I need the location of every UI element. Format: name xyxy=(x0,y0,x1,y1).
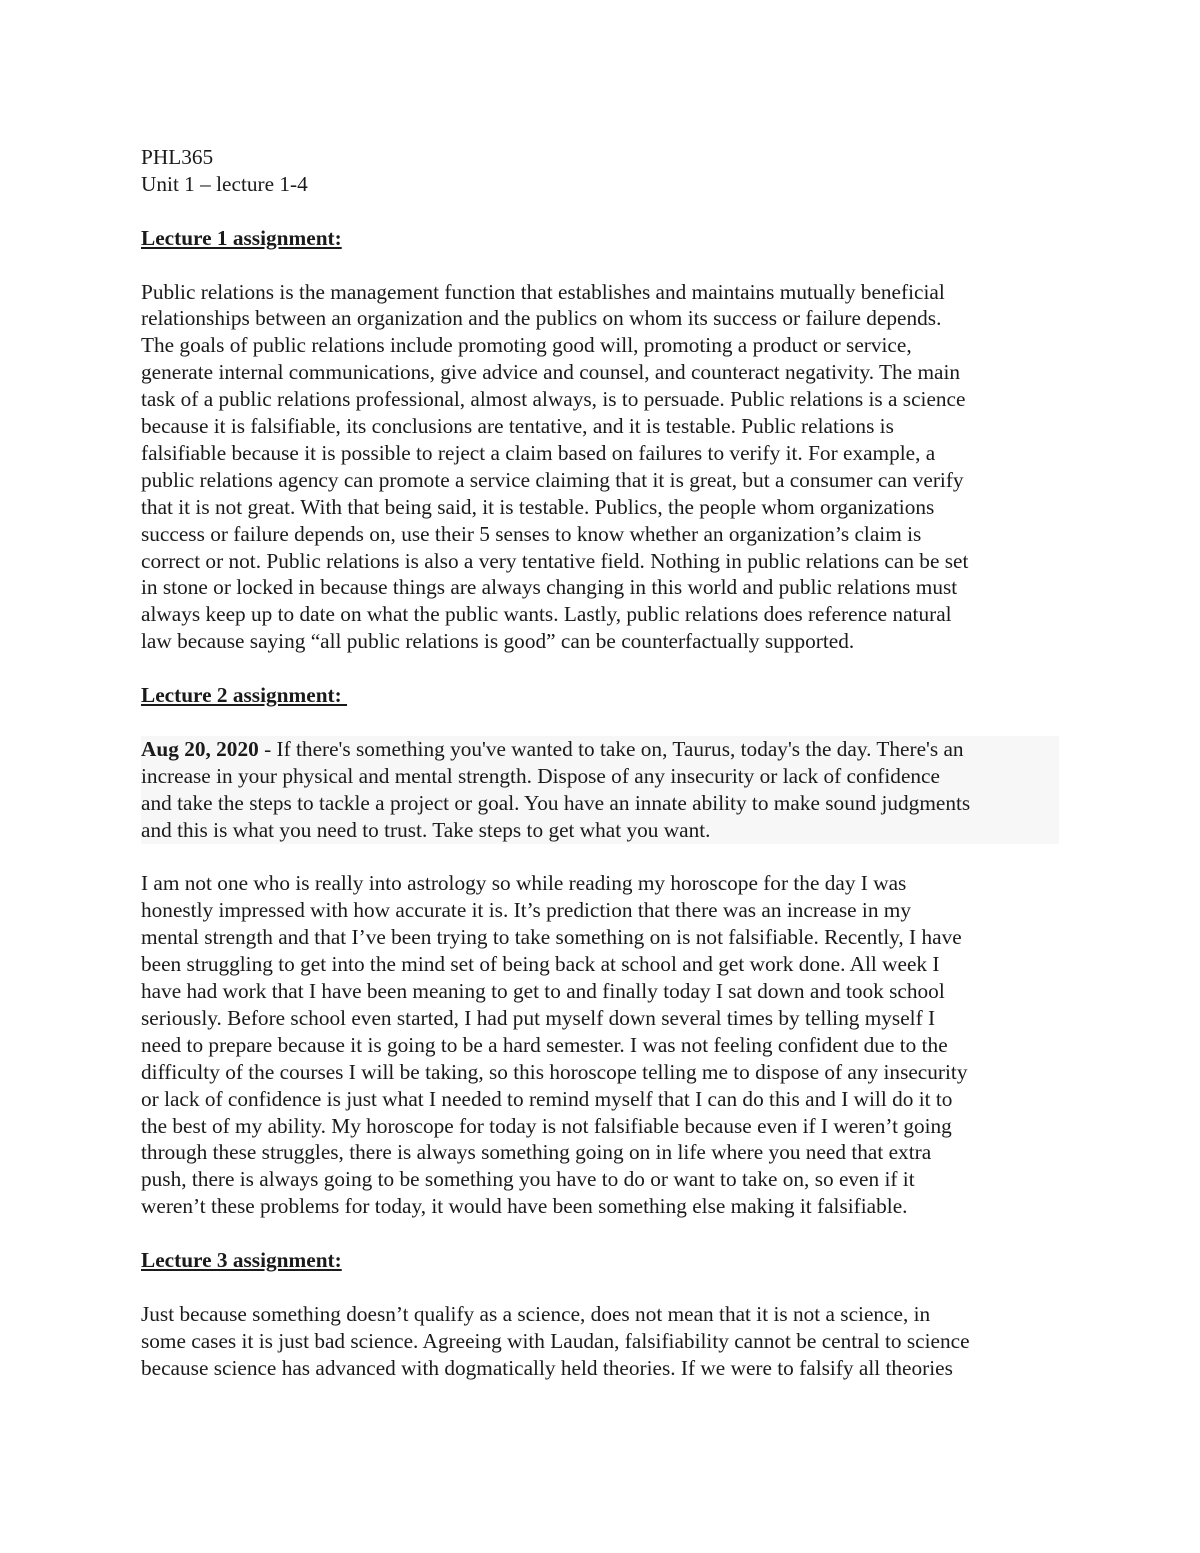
spacer xyxy=(141,252,1061,279)
horoscope-line: and take the steps to tackle a project or goal. You have an innate ability to make sound judgments xyxy=(141,790,971,815)
horoscope-text: - If there's something you've wanted to take on, Taurus, today's the day. There's an xyxy=(258,736,964,761)
paragraph-line: falsifiable because it is possible to reject a claim based on failures to verify it. For example, a xyxy=(141,440,936,465)
lecture-2-paragraph xyxy=(141,870,1061,1220)
lecture-3-heading: Lecture 3 assignment: xyxy=(141,1248,342,1273)
paragraph-line: weren’t these problems for today, it would have been something else making it falsifiable. xyxy=(141,1194,908,1219)
lecture-1-heading: Lecture 1 assignment: xyxy=(141,225,342,250)
paragraph-line: correct or not. Public relations is also a very tentative field. Nothing in public relations can be set xyxy=(141,548,969,573)
paragraph-line: been struggling to get into the mind set of being back at school and get work done. All week I xyxy=(141,952,940,977)
paragraph-line: through these struggles, there is always something going on in life where you need that extra xyxy=(141,1140,932,1165)
spacer xyxy=(141,655,1061,682)
paragraph-line: honestly impressed with how accurate it is. It’s prediction that there was an increase in my xyxy=(141,898,912,923)
paragraph-line: I am not one who is really into astrology so while reading my horoscope for the day I was xyxy=(141,871,907,896)
document-body xyxy=(141,144,1061,1382)
paragraph-line: Public relations is the management function that establishes and maintains mutually beneficial xyxy=(141,279,945,304)
paragraph-line: because it is falsifiable, its conclusions are tentative, and it is testable. Public relations is xyxy=(141,414,894,439)
unit-title: Unit 1 – lecture 1-4 xyxy=(141,171,308,196)
paragraph-line: public relations agency can promote a service claiming that it is great, but a consumer can verify xyxy=(141,467,964,492)
spacer xyxy=(141,844,1061,871)
spacer xyxy=(141,709,1061,736)
paragraph-line: the best of my ability. My horoscope for today is not falsifiable because even if I weren’t going xyxy=(141,1113,952,1138)
paragraph-line: relationships between an organization and the publics on whom its success or failure depends. xyxy=(141,306,942,331)
paragraph-line: task of a public relations professional, almost always, is to persuade. Public relations is a science xyxy=(141,387,966,412)
spacer xyxy=(141,1220,1061,1247)
paragraph-line: push, there is always going to be something you have to do or want to take on, so even if it xyxy=(141,1167,915,1192)
paragraph-line: difficulty of the courses I will be taking, so this horoscope telling me to dispose of any insecurity xyxy=(141,1059,968,1084)
lecture-1-paragraph xyxy=(141,279,1061,656)
horoscope-line: and this is what you need to trust. Take steps to get what you want. xyxy=(141,817,711,842)
horoscope-date: Aug 20, 2020 xyxy=(141,736,259,761)
paragraph-line: mental strength and that I’ve been trying to take something on is not falsifiable. Recently, I have xyxy=(141,925,962,950)
paragraph-line: success or failure depends on, use their 5 senses to know whether an organization’s claim is xyxy=(141,521,922,546)
paragraph-line: need to prepare because it is going to be a hard semester. I was not feeling confident due to the xyxy=(141,1032,948,1057)
spacer xyxy=(141,1274,1061,1301)
paragraph-line: have had work that I have been meaning to get to and finally today I sat down and took school xyxy=(141,979,945,1004)
spacer xyxy=(141,198,1061,225)
paragraph-line: generate internal communications, give advice and counsel, and counteract negativity. The main xyxy=(141,360,961,385)
horoscope-line: increase in your physical and mental strength. Dispose of any insecurity or lack of confidence xyxy=(141,763,940,788)
lecture-3-paragraph xyxy=(141,1301,1061,1382)
paragraph-line: or lack of confidence is just what I needed to remind myself that I can do this and I will do it to xyxy=(141,1086,953,1111)
paragraph-line: some cases it is just bad science. Agreeing with Laudan, falsifiability cannot be central to science xyxy=(141,1328,970,1353)
paragraph-line: that it is not great. With that being said, it is testable. Publics, the people whom organizations xyxy=(141,494,935,519)
horoscope-first-line xyxy=(141,736,1059,763)
lecture-2-heading: Lecture 2 assignment: xyxy=(141,683,348,708)
paragraph-line: in stone or locked in because things are always changing in this world and public relations must xyxy=(141,575,958,600)
horoscope-quote xyxy=(141,736,1059,844)
paragraph-line: The goals of public relations include promoting good will, promoting a product or service, xyxy=(141,333,912,358)
course-code: PHL365 xyxy=(141,145,214,169)
paragraph-line: Just because something doesn’t qualify as a science, does not mean that it is not a science, in xyxy=(141,1301,931,1326)
paragraph-line: because science has advanced with dogmatically held theories. If we were to falsify all theories xyxy=(141,1355,953,1380)
paragraph-line: law because saying “all public relations is good” can be counterfactually supported. xyxy=(141,629,855,654)
paragraph-line: always keep up to date on what the public wants. Lastly, public relations does reference natural xyxy=(141,602,952,627)
paragraph-line: seriously. Before school even started, I had put myself down several times by telling myself I xyxy=(141,1005,936,1030)
